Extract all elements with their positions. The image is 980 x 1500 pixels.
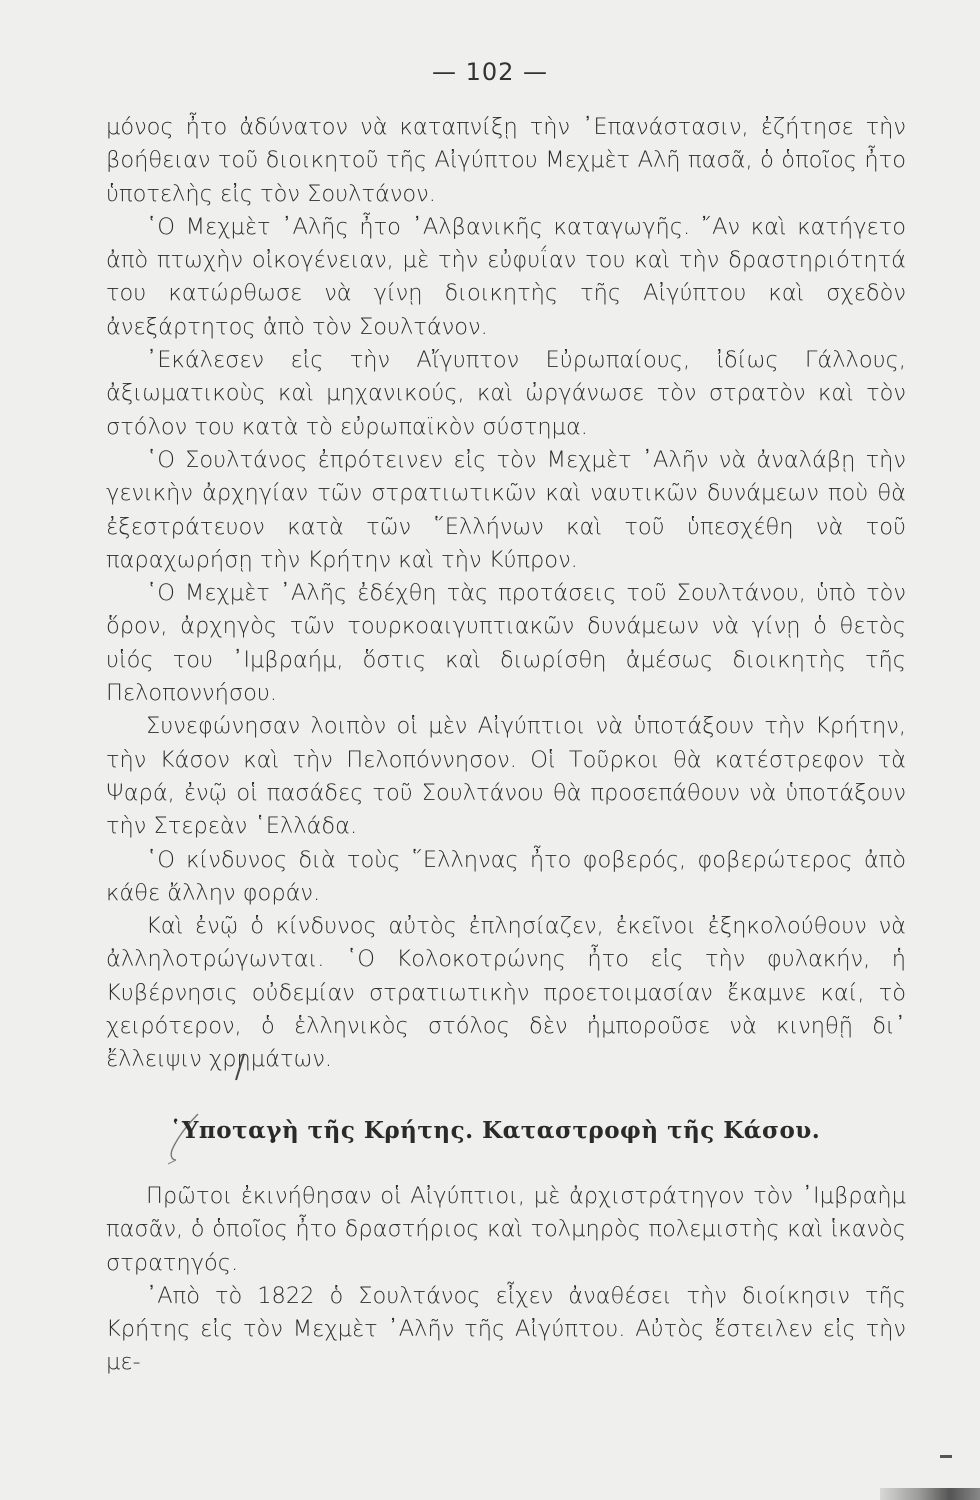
- paragraph: ῾Ο Μεχμὲτ ᾿Αλῆς ἦτο ᾿Αλβανικῆς καταγωγῆς. ῎Αν καὶ κατήγετο ἀπὸ πτωχὴν οἰκογένειαν, μὲ τὴν εὐφυΐαν του καὶ τὴν δραστηριότητά του κατώρθωσε νὰ γίνῃ διοικητὴς τῆς Αἰγύπτου καὶ σχεδὸν ἀνεξάρτητος ἀπὸ τὸν Σουλτάνον.: [106, 213, 906, 340]
- body-text-bottom: [106, 1180, 906, 1380]
- paragraph: ῾Ο Σουλτάνος ἐπρότεινεν εἰς τὸν Μεχμὲτ ᾿Αλῆν νὰ ἀναλάβῃ τὴν γενικὴν ἀρχηγίαν τῶν στρατιωτικῶν καὶ ναυτικῶν δυνάμεων ποὺ θὰ ἐξεστράτευον κατὰ τῶν ῞Ελλήνων καὶ τοῦ ὑπεσχέθη νὰ τοῦ παραχωρήσῃ τὴν Κρήτην καὶ τὴν Κύπρον.: [106, 446, 906, 573]
- paragraph: Πρῶτοι ἐκινήθησαν οἱ Αἰγύπτιοι, μὲ ἀρχιστράτηγον τὸν ᾿Ιμβραὴμ πασᾶν, ὁ ὁποῖος ἦτο δραστήριος καὶ τολμηρὸς πολεμιστὴς καὶ ἱκανὸς στρατηγός.: [106, 1183, 906, 1276]
- page-number: — 102 —: [431, 58, 549, 86]
- paragraph: ῾Ο κίνδυνος διὰ τοὺς ῞Ελληνας ἦτο φοβερός, φοβερώτερος ἀπὸ κάθε ἄλλην φοράν.: [106, 846, 906, 906]
- paragraph: Καὶ ἐνῷ ὁ κίνδυνος αὐτὸς ἐπλησίαζεν, ἐκεῖνοι ἐξηκολούθουν νὰ ἀλληλοτρώγωνται. ῾Ο Κολοκοτρώνης ἦτο εἰς τὴν φυλακήν, ἡ Κυβέρνησις οὐδεμίαν στρατιωτικὴν προετοιμασίαν ἔκαμνε καί, τὸ χειρότερον, ὁ ἑλληνικὸς στόλος δὲν ἠμποροῦσε νὰ κινηθῇ δι᾽ ἔλλειψιν χρημάτων.: [106, 913, 906, 1073]
- paragraph: Συνεφώνησαν λοιπὸν οἱ μὲν Αἰγύπτιοι νὰ ὑποτάξουν τὴν Κρήτην, τὴν Κάσον καὶ τὴν Πελοπόννησον. Οἱ Τοῦρκοι θὰ κατέστρεφον τὰ Ψαρά, ἐνῷ οἱ πασάδες τοῦ Σουλτάνου θὰ προσεπάθουν νὰ ὑποτάξουν τὴν Στερεὰν ῾Ελλάδα.: [106, 713, 906, 840]
- paragraph: ῾Ο Μεχμὲτ ᾿Αλῆς ἐδέχθη τὰς προτάσεις τοῦ Σουλτάνου, ὑπὸ τὸν ὅρον, ἀρχηγὸς τῶν τουρκοαιγυπτιακῶν δυνάμεων νὰ γίνῃ ὁ θετὸς υἱός του ᾿Ιμβραήμ, ὅστις καὶ διωρίσθη ἀμέσως διοικητὴς τῆς Πελοποννήσου.: [106, 580, 906, 707]
- paragraph: μόνος ἦτο ἀδύνατον νὰ καταπνίξῃ τὴν ᾿Επανάστασιν, ἐζήτησε τὴν βοήθειαν τοῦ διοικητοῦ τῆς Αἰγύπτου Μεχμὲτ Αλῆ πασᾶ, ὁ ὁποῖος ἦτο ὑποτελὴς εἰς τὸν Σουλτάνον.: [106, 114, 906, 207]
- scan-edge-shadow: [880, 1488, 980, 1500]
- body-text-top: [106, 111, 906, 1077]
- paragraph: ᾿Εκάλεσεν εἰς τὴν Αἴγυπτον Εὐρωπαίους, ἰδίως Γάλλους, ἀξιωματικοὺς καὶ μηχανικούς, καὶ ὠργάνωσε τὸν στρατὸν καὶ τὸν στόλον του κατὰ τὸ εὐρωπαϊκὸν σύστημα.: [106, 347, 906, 440]
- scan-smudge: [940, 1455, 952, 1458]
- pencil-slash-mark: [228, 1052, 248, 1082]
- section-heading: ῾Υποταγὴ τῆς Κρήτης. Καταστροφὴ τῆς Κάσου.: [170, 1117, 821, 1144]
- paragraph: ᾿Απὸ τὸ 1822 ὁ Σουλτάνος εἶχεν ἀναθέσει τὴν διοίκησιν τῆς Κρήτης εἰς τὸν Μεχμὲτ ᾿Αλῆν τῆς Αἰγύπτου. Αὐτὸς ἔστειλεν εἰς τὴν με-: [106, 1282, 906, 1376]
